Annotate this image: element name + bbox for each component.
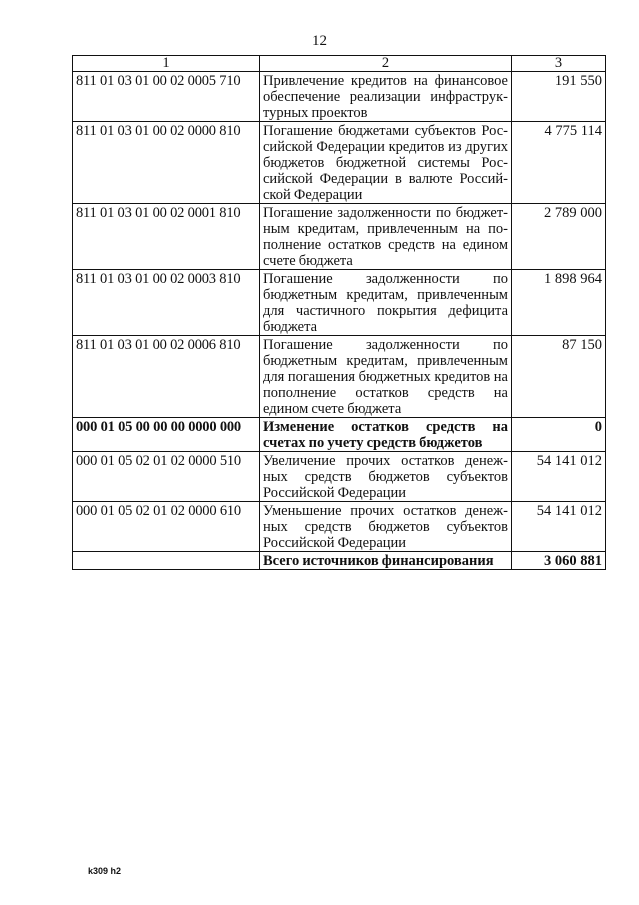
table-row (73, 122, 606, 204)
header-row (73, 56, 606, 72)
row-description: Погашение задолженности по бюджетным кредитам, привлеченным для частичного покрытия дефицита бюджета (260, 270, 512, 336)
budget-code: 811 01 03 01 00 02 0003 810 (73, 270, 260, 336)
table-header (73, 56, 606, 72)
total-amount: 3 060 881 (512, 552, 606, 570)
table-row (73, 336, 606, 418)
budget-code: 000 01 05 02 01 02 0000 510 (73, 452, 260, 502)
total-label: Всего источников финансирования (260, 552, 512, 570)
page-number: 12 (312, 33, 327, 49)
table-row-total (73, 552, 606, 570)
row-amount: 0 (512, 418, 606, 452)
budget-code: 811 01 03 01 00 02 0000 810 (73, 122, 260, 204)
row-amount: 191 550 (512, 72, 606, 122)
row-amount: 87 150 (512, 336, 606, 418)
row-description: Привлечение кредитов на финансовое обеспечение реализации инфраструк-турных проектов (260, 72, 512, 122)
budget-code: 000 01 05 00 00 00 0000 000 (73, 418, 260, 452)
row-description: Погашение бюджетами субъектов Рос-сийской Федерации кредитов из других бюджетов бюджетной системы Рос-сийской Федерации в валюте Россий-ской Федерации (260, 122, 512, 204)
row-description: Увеличение прочих остатков денеж-ных средств бюджетов субъектов Российской Федерации (260, 452, 512, 502)
row-description: Погашение задолженности по бюджет-ным кредитам, привлеченным на по-полнение остатков средств на едином счете бюджета (260, 204, 512, 270)
header-col-2: 2 (260, 56, 512, 72)
row-amount: 1 898 964 (512, 270, 606, 336)
row-description: Изменение остатков средств на счетах по учету средств бюджетов (260, 418, 512, 452)
row-amount: 2 789 000 (512, 204, 606, 270)
row-amount: 54 141 012 (512, 502, 606, 552)
budget-code: 811 01 03 01 00 02 0001 810 (73, 204, 260, 270)
total-code-empty (73, 552, 260, 570)
table-row (73, 270, 606, 336)
header-col-3: 3 (512, 56, 606, 72)
budget-code: 000 01 05 02 01 02 0000 610 (73, 502, 260, 552)
budget-code: 811 01 03 01 00 02 0006 810 (73, 336, 260, 418)
table-row (73, 502, 606, 552)
footer-document-code: k309 h2 (88, 866, 122, 876)
header-col-1: 1 (73, 56, 260, 72)
table-row (73, 204, 606, 270)
budget-code: 811 01 03 01 00 02 0005 710 (73, 72, 260, 122)
row-amount: 54 141 012 (512, 452, 606, 502)
table-row (73, 72, 606, 122)
row-description: Погашение задолженности по бюджетным кредитам, привлеченным для погашения бюджетных кредитов на пополнение остатков средств на едином счете бюджета (260, 336, 512, 418)
table-row (73, 452, 606, 502)
financing-sources-table (72, 55, 606, 570)
row-description: Уменьшение прочих остатков денеж-ных средств бюджетов субъектов Российской Федерации (260, 502, 512, 552)
table-body (73, 72, 606, 570)
row-amount: 4 775 114 (512, 122, 606, 204)
table-row-subtotal (73, 418, 606, 452)
